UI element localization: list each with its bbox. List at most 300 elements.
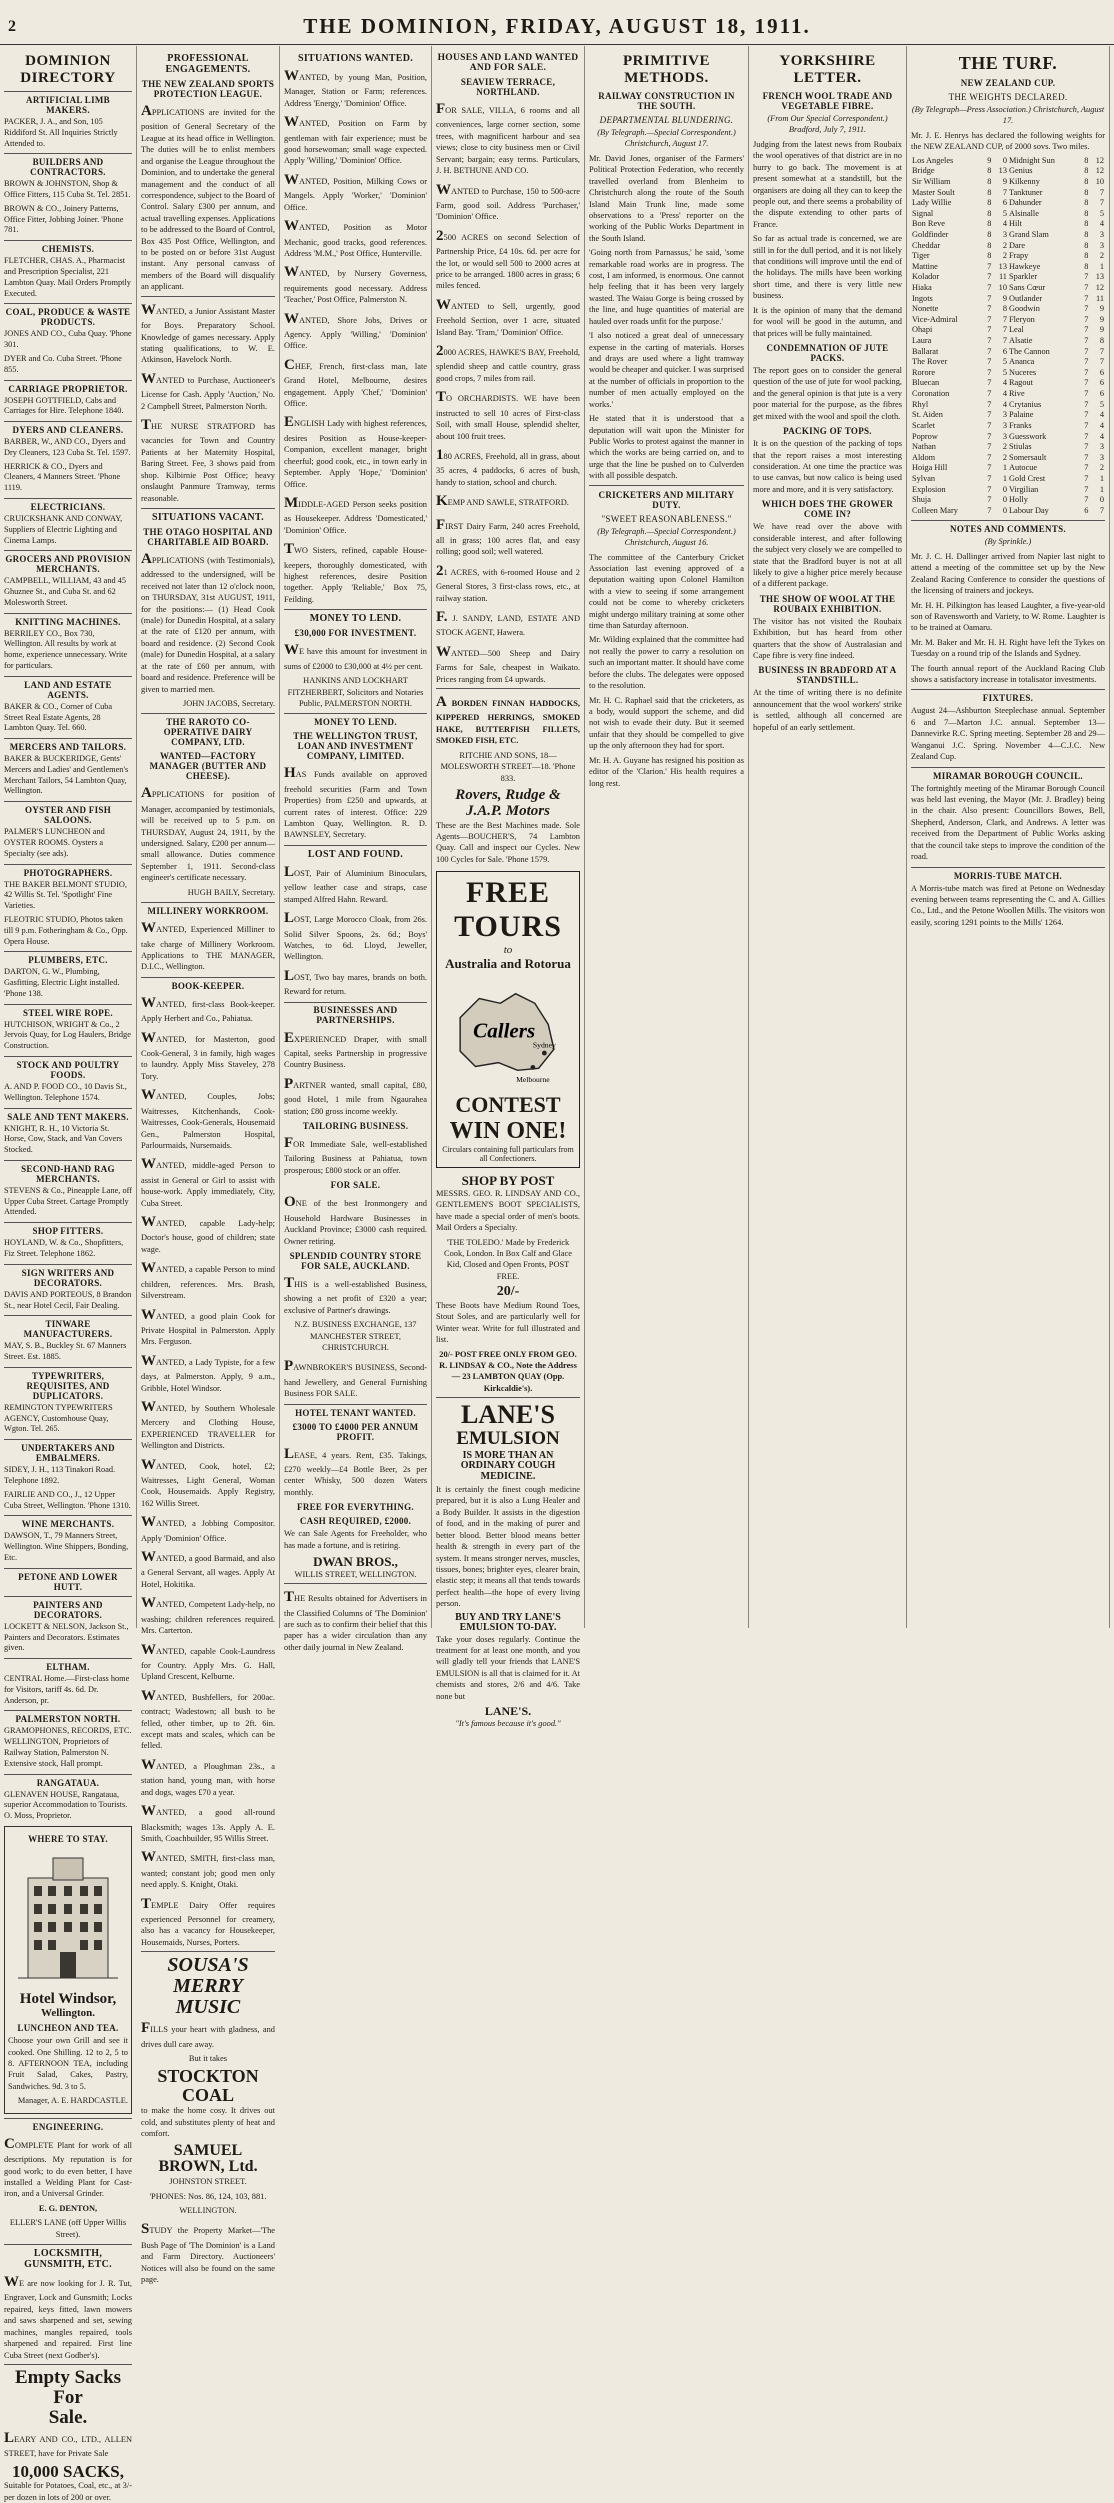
horse-stone: 7 (1084, 495, 1089, 505)
directory-section-title: ELTHAM. (4, 1658, 132, 1672)
house-ad: KEMP AND SAWLE, STRATFORD. (436, 493, 569, 510)
ritchie-ad: RITCHIE AND SONS, 18—MOLESWORTH STREET—18. 'Phone 833. (440, 750, 576, 783)
empty-sacks-foot: Suitable for Potatoes, Coal, etc., at 3/- per dozen in lots of 200 or over. (4, 2481, 132, 2502)
directory-entry: FLEOTRIC STUDIO, Photos taken till 9 p.m. Fotheringham & Co., Opp. Opera House. (4, 914, 128, 946)
horse-name: Sir William (912, 176, 951, 186)
horse-stone: 7 (987, 452, 992, 462)
weights-row (911, 315, 1105, 326)
horse-stone: 7 (987, 484, 992, 494)
horse-lb: 2 (1099, 463, 1104, 473)
column-turf (907, 46, 1110, 1628)
directory-entry: REMINGTON TYPEWRITERS AGENCY, Customhouse Quay, Wgton. Tel. 265. (4, 1402, 113, 1434)
horse-lb: 7 (1099, 346, 1104, 356)
horse-name: Goldfinder (912, 229, 949, 239)
horse-name: Ingots (912, 293, 933, 303)
weights-row (911, 177, 1105, 188)
weights-row (911, 474, 1105, 485)
weights-row (911, 347, 1105, 358)
map-label-melbourne: Melbourne (516, 1074, 550, 1084)
wanted-ad: WANTED, a good Barmaid, and also a General Servant, all wages. Apply At Hotel, Hokitika. (141, 1549, 275, 1589)
weights-row (911, 251, 1105, 262)
lanes-text: It is certainly the finest cough medicine prepared, but it is also a Lung Healer and a Body Builder. It assists in the digestion of food, and in the making of purer and better blood. Better blood means better health & strength in every part of the system. It means stronger nerves, muscles, tissues, bones; brighter eyes, clearer brain, elastic step; it means all that tends towards perfect health—the hope of every living person. (436, 1485, 580, 1609)
directory-section-title: LAND AND ESTATE AGENTS. (4, 676, 132, 700)
horse-stone: 7 (1084, 463, 1089, 473)
directory-entry: PALMER'S LUNCHEON and OYSTER ROOMS. Oysters a Specialty (see ads). (4, 827, 105, 858)
show-text: The visitor has not visited the Roubaix Exhibition, but has heard from other quarters that the show of Australasian and Cape fibre is very fine indeed. (753, 616, 902, 661)
directory-entry: STEVENS & Co., Pineapple Lane, off Upper Cuba Street. Cartage Promptly Attended. (4, 1185, 132, 1217)
horse-name: Labour Day (1008, 505, 1049, 515)
horse-lb: 5 (1002, 208, 1007, 218)
directory-heading: DOMINION DIRECTORY (20, 53, 116, 86)
article-paragraph: Mr. H. A. Guyane has resigned his position as editor of the 'Clarion.' His health requires a long rest. (589, 755, 744, 788)
directory-sections (4, 91, 132, 1822)
wanted-ad: WANTED, a Lady Typiste, for a few days, at Palmerston. Apply, 9 a.m., Gribble, Hotel Windsor. (141, 1352, 275, 1393)
col3-wanted-list (284, 66, 427, 605)
horse-lb: 7 (1002, 325, 1007, 335)
horse-lb: 6 (1002, 346, 1007, 356)
horse-lb: 11 (998, 272, 1007, 282)
directory-section-title: CARRIAGE PROPRIETOR. (4, 380, 132, 394)
horse-stone: 7 (987, 463, 992, 473)
empty-sacks-line1: Empty Sacks For (14, 2366, 122, 2408)
horse-lb: 2 (1002, 442, 1007, 452)
notes-paragraph: Mr. M. Baker and Mr. H. H. Right have left the Tykes on Tuesday on a round trip of the Islands and Sydney. (911, 637, 1105, 659)
horse-name: Bluecan (912, 378, 940, 388)
horse-stone: 7 (987, 304, 992, 314)
toledo-text: 'THE TOLEDO.' Made by Frederick Cook, London. In Box Calf and Glace Kid, Closed and Open Fronts, POST FREE. (444, 1237, 572, 1281)
directory-section-title: SHOP FITTERS. (4, 1222, 132, 1236)
horse-name: Nonette (912, 304, 939, 314)
vacant-heading: SITUATIONS VACANT. (141, 508, 275, 523)
horse-lb: 9 (1099, 325, 1104, 335)
horse-stone: 7 (1084, 389, 1089, 399)
directory-section-title: MERCERS AND TAILORS. (4, 738, 132, 752)
directory-section-title: TYPEWRITERS, REQUISITES, AND DUPLICATORS. (4, 1367, 132, 1401)
wanted-ad: WANTED, capable Lady-help; Doctor's house, good of children; state wage. (141, 1214, 275, 1254)
newspaper-title: THE DOMINION, FRIDAY, AUGUST 18, 1911. (303, 14, 811, 38)
notes-paragraph: Mr. J. C. H. Dallinger arrived from Napier last night to attend a meeting of the committee set up by the New Zealand Racing Conference to consider the questions of the licensing of trainers and jockeys. (911, 551, 1105, 596)
horse-lb: 3 (1002, 431, 1007, 441)
horse-lb: 4 (1099, 431, 1104, 441)
weights-row (911, 421, 1105, 432)
wanted-ad: WANTED, middle-aged Person to assist in General or Girl to assist with house-work. Apply immediately, City, Cuba Street. (141, 1156, 275, 1208)
engineering-heading: ENGINEERING. (4, 2118, 132, 2132)
australia-map-illustration (441, 972, 575, 1092)
horse-lb: 7 (1099, 357, 1104, 367)
wanted-ad: WANTED, capable Cook-Laundress for Country. Apply Mrs. G. Hall, Upland Crescent, Kelburne. (141, 1641, 275, 1682)
weights-row (911, 272, 1105, 283)
horse-name: Scarlet (912, 420, 936, 430)
horse-name: Signal (912, 208, 934, 218)
horse-name: Stiulas (1008, 442, 1032, 452)
situation-wanted-ad: WANTED, Position as Motor Mechanic, good tracks, good references. Address 'M.M.,' Post Office, Hunterville. (284, 218, 427, 258)
packing-heading: PACKING OF TOPS. (783, 426, 872, 437)
horse-lb: 11 (1096, 293, 1104, 303)
nurse-ad: THE NURSE STRATFORD has vacancies for Town and Country Patients at her Maternity Hospital, Baring Street. Fee, 3 shows paid from shop. Kilbirnie Post Office; heavy onslaught Panmure Tramway, terms reasonable. (141, 417, 275, 503)
weights-row (911, 453, 1105, 464)
horse-stone: 7 (987, 420, 992, 430)
horse-lb: 13 (998, 261, 1007, 271)
directory-entry: GLENAVEN HOUSE, Rangataua, superior Accommodation to Tourists. O. Moss, Proprietor. (4, 1789, 128, 1821)
horse-name: Sylvan (912, 473, 936, 483)
horse-lb: 3 (1002, 229, 1007, 239)
primitive-byline: (By Telegraph.—Special Correspondent.) Christchurch, August 17. (597, 128, 736, 149)
factory-sig: HUGH BAILY, Secretary. (187, 887, 275, 897)
empty-sacks-text: LEARY AND CO., LTD., ALLEN STREET, have for Private Sale (4, 2429, 132, 2459)
horse-stone: 7 (987, 399, 992, 409)
horse-stone: 8 (987, 176, 992, 186)
horse-stone: 8 (1084, 208, 1089, 218)
lost-ad: LOST, Pair of Aluminium Binoculars, yellow leather case and straps, case stamped Alfred Hahn. Reward. (284, 863, 427, 904)
directory-entry: BROWN & CO., Joinery Patterns, Office Fitter, Jobbing Joiner. 'Phone 781. (4, 203, 124, 235)
engineering-sig: E. G. DENTON, (38, 2203, 98, 2213)
lost-ad: LOST, Two bay mares, brands on both. Reward for return. (284, 967, 427, 997)
situation-wanted-ad: WANTED, Shore Jobs, Drives or Agency. Apply 'Willing,' 'Dominion' Office. (284, 310, 427, 351)
horse-stone: 7 (987, 283, 992, 292)
house-ad: TO ORCHARDISTS. WE have been instructed to sell 10 acres of First-class Soil, with small House, splendid shelter, about 100 fruit trees. (436, 389, 580, 441)
horse-name: Outlander (1008, 293, 1043, 303)
horse-lb: 2 (1099, 251, 1104, 261)
horse-lb: 9 (1099, 314, 1104, 324)
horse-lb: 3 (1099, 240, 1104, 250)
horse-lb: 7 (1099, 198, 1104, 208)
situation-wanted-ad: WANTED, Position, Milking Cows or Mangels. Apply 'Worker,' 'Dominion' Office. (284, 171, 427, 212)
directory-section-title: SIGN WRITERS AND DECORATORS. (4, 1264, 132, 1288)
wanted-ad: WANTED, first-class Book-keeper. Apply Herbert and Co., Pahiatua. (141, 994, 275, 1024)
empty-sacks-big: 10,000 SACKS, (12, 2461, 124, 2481)
wanted-ad: WANTED, a Jobbing Compositor. Apply 'Dominion' Office. (141, 1514, 275, 1543)
weights-row (911, 166, 1105, 177)
weights-row (911, 432, 1105, 443)
weights-row (911, 389, 1105, 400)
horse-lb: 1 (1002, 463, 1007, 473)
study-notice: STUDY the Property Market—'The Bush Page of 'The Dominion' is a Land and Farm Directory. Auctioneers' Notices will also be found on the same page. (141, 2221, 275, 2285)
directory-section-title: KNITTING MACHINES. (4, 613, 132, 627)
fixtures-heading: FIXTURES. (911, 689, 1105, 703)
horse-lb: 4 (1099, 420, 1104, 430)
sousa-line1: SOUSA'S (167, 1954, 249, 1977)
horse-name: Rhyl (912, 399, 929, 409)
horse-name: Master Soult (912, 187, 955, 197)
horse-name: Alsatie (1008, 336, 1033, 346)
horse-name: Ananca (1008, 357, 1035, 367)
wanted-ad: WANTED, Bushfellers, for 200ac. contract; Wadestown; all bush to be felled, other timber, up to 2ft. 6in. except mats and scales, which can be felled. (141, 1687, 275, 1751)
horse-name: Explosion (912, 484, 946, 494)
forsale-text: ONE of the best Ironmongery and Household Hardware Businesses in Auckland Province; £3000 cash required. Owner retiring. (284, 1194, 427, 1246)
horse-name: Bon Reve (912, 219, 945, 229)
dwan-bros: DWAN BROS., (313, 1554, 398, 1570)
horse-name: Somersault (1008, 452, 1047, 462)
horse-name: Rive (1008, 389, 1025, 399)
horse-stone: 8 (987, 219, 992, 229)
horse-lb: 0 (1002, 484, 1007, 494)
horse-stone: 7 (987, 261, 992, 271)
wanted-ad: WANTED, a Ploughman 23s., a station hand, young man, with horse and dogs, wages £70 a year. (141, 1756, 275, 1797)
horse-lb: 0 (1002, 495, 1007, 505)
directory-entry: JOSEPH GOTTFIELD, Cabs and Carriages for Hire. Telephone 1840. (4, 395, 124, 416)
horse-name: Frapy (1008, 251, 1029, 261)
lanes-subtitle: IS MORE THAN AN ORDINARY COUGH MEDICINE. (460, 1449, 556, 1482)
primitive-heading: PRIMITIVE METHODS. (622, 53, 710, 86)
horse-name: Cheddar (912, 240, 941, 250)
horse-lb: 6 (1099, 389, 1104, 399)
weights-row (911, 495, 1105, 506)
lanes-emulsion: EMULSION (456, 1427, 560, 1449)
horse-stone: 8 (987, 208, 992, 218)
horse-lb: 8 (1099, 336, 1104, 346)
sousa-line3: MUSIC (175, 1996, 241, 2019)
horse-name: Fleryon (1008, 314, 1035, 324)
lanes-buy-text: Take your doses regularly. Continue the treatment for at least one month, and you will gladly tell your friends that LANE'S EMULSION is all that is claimed for it. At chemists and stores, 2/6 and 4/6. Take none but (436, 1634, 580, 1701)
horse-lb: 2 (1002, 452, 1007, 462)
horse-lb: 4 (1099, 410, 1104, 420)
money-text: WE have this amount for investment in sums of £2000 to £30,000 at 4½ per cent. (284, 642, 427, 671)
horse-name: Autocue (1008, 463, 1038, 473)
horse-lb: 12 (1095, 166, 1104, 176)
tailoring-heading: TAILORING BUSINESS. (302, 1121, 409, 1132)
horse-stone: 7 (1084, 336, 1089, 346)
directory-section-title: PLUMBERS, ETC. (4, 951, 132, 965)
weights-row (911, 368, 1105, 379)
house-ad: 2500 ACRES on second Selection of Partnership Price, £4 10s. 6d. per acre for the lot, or would sell 500 to 2000 acres at price to be arranged. 1800 acres in grass; 6 miles fenced. (436, 227, 580, 291)
horse-name: The Cannon (1008, 346, 1050, 356)
directory-entry: BARBER, W., AND CO., Dyers and Dry Cleaners, 123 Cuba St. Tel. 1597. (4, 437, 131, 457)
horse-name: Ballarat (912, 346, 939, 356)
directory-section-title: ARTIFICIAL LIMB MAKERS. (4, 91, 132, 115)
horse-stone: 7 (1084, 314, 1089, 324)
horse-stone: 7 (1084, 367, 1089, 377)
article-paragraph: The committee of the Canterbury Cricket Association last evening approved of a deputation waiting upon Colonel Hamilton with a view to seeing if some arrangement could not be come to whereby cricketers might undergo military training at some other time than Saturday afternoon. (589, 552, 744, 631)
directory-entry: CENTRAL Home.—First-class home for Visitors, tariff 4s. 6d. Dr. Anderson, pr. (4, 1674, 130, 1705)
situation-wanted-ad: WANTED, by young Man, Position, Manager, Station or Farm; references. Address 'Energy,' 'Dominion' Office. (284, 68, 427, 108)
weights-row (911, 485, 1105, 496)
wool-sub: FRENCH WOOL TRADE AND VEGETABLE FIBRE. (762, 91, 893, 111)
hotel-manager: Manager, A. E. HARDCASTLE. (17, 2096, 128, 2106)
directory-entry: BROWN & JOHNSTON, Shop & Office Fitters, 115 Cuba St. Tel. 2851. (4, 179, 131, 200)
directory-section-title: SALE AND TENT MAKERS. (4, 1108, 132, 1122)
lease-text: LEASE, 4 years. Rent, £35. Takings, £270 weekly—£4 Bottle Beer, 2s per center Whisky, 500 dozen Waters monthly. (284, 1445, 427, 1497)
horse-lb: 1 (1099, 261, 1104, 271)
directory-section-title: CHEMISTS. (4, 240, 132, 254)
notes-paragraph: The fourth annual report of the Auckland Racing Club shows a satisfactory increase in totalisator investments. (911, 663, 1105, 685)
column-yorkshire (749, 46, 907, 1628)
weights-table (911, 156, 1105, 517)
horse-stone: 7 (987, 314, 992, 324)
directory-section-title: COAL, PRODUCE & WASTE PRODUCTS. (4, 303, 132, 327)
horse-lb: 3 (1099, 229, 1104, 239)
lanes-sig: LANE'S. (484, 1704, 532, 1719)
article-paragraph: Mr. David Jones, organiser of the Farmers' Political Protection Federation, who recently travelled overland from Blenheim to Christchurch along the route of the South Island Main Trunk line, made some observations to a 'Press' reporter on the working of the Public Works Department in the South Island. (589, 153, 744, 243)
book-heading: BOOK-KEEPER. (141, 977, 275, 991)
directory-entry: MAY, S. B., Buckley St. 67 Manners Street. Est. 1885. (4, 1341, 127, 1362)
cricket-byline: (By Telegraph.—Special Correspondent.) Christchurch, August 16. (597, 526, 736, 548)
horse-stone: 7 (1084, 378, 1089, 388)
horse-name: Bridge (912, 166, 935, 176)
horse-lb: 3 (1099, 442, 1104, 452)
horse-lb: 13 (998, 166, 1007, 176)
horse-stone: 7 (987, 442, 992, 452)
lanes-buy: BUY AND TRY LANE'S EMULSION TO-DAY. (455, 1611, 561, 1634)
horse-lb: 7 (1002, 187, 1007, 197)
horse-lb: 4 (1002, 399, 1007, 409)
directory-entry: DAVIS AND PORTEOUS, 8 Brandon St., near Hotel Cecil, Fair Dealing. (4, 1289, 132, 1310)
article-paragraph: Judging from the latest news from Roubaix the wool operatives of that district are in no hurry to go back. The movement is at present somewhat at a standstill, but the organisers are doing all they can to keep the people out, and there seems a probability of the dispute extending to other parts of France. (753, 139, 902, 229)
directory-section-title: GROCERS AND PROVISION MERCHANTS. (4, 550, 132, 574)
empty-sacks-line2: Sale. (48, 2406, 88, 2428)
directory-entry: HUTCHISON, WRIGHT & Co., 2 Jervois Quay, for Log Haulers, Bridge Construction. (4, 1019, 131, 1051)
seaview-heading: SEAVIEW TERRACE, NORTHLAND. (460, 77, 556, 97)
grower-text: We have read over the above with considerable interest, and after following the subject very closely we are compelled to state that the Bradford buyer is not at all likely to give a higher price merely because of a different package. (753, 522, 902, 589)
business-text: EXPERIENCED Draper, with small Capital, seeks Partnership in progressive Country Business. (284, 1029, 427, 1070)
horse-name: Colleen Mary (912, 505, 958, 515)
locksmith-heading: LOCKSMITH, GUNSMITH, ETC. (4, 2244, 132, 2270)
millinery-text: WANTED, Experienced Milliner to take charge of Millinery Workroom. Applications to THE MANAGER, D.I.C., Wellington. (141, 920, 275, 972)
directory-entry: DARTON, G. W., Plumbing, Gasfitting, Electric Light installed. 'Phone 138. (4, 967, 120, 998)
hotel-building-illustration (8, 1848, 128, 1988)
weights-row (911, 325, 1105, 336)
weights-row (911, 442, 1105, 453)
finnan-ad: A BORDEN FINNAN HADDOCKS, KIPPERED HERRINGS, SMOKED HAKE, BUTTERFISH FILLETS, SMOKED FISH, ETC. (436, 694, 580, 746)
directory-section-title: PAINTERS AND DECORATORS. (4, 1596, 132, 1620)
horse-stone: 7 (1084, 484, 1089, 494)
horse-name: Tanktuner (1008, 187, 1043, 197)
directory-entry: BERRILEY CO., Box 730, Wellington. All results by work at home, experience unnecessary. Write for particulars. (4, 628, 128, 670)
horse-name: Alsinalle (1008, 208, 1039, 218)
yorkshire-byline: (From Our Special Correspondent.) Bradford, July 7, 1911. (767, 114, 888, 135)
sousa-text2: to make the home cosy. It drives out cold, and substitutes plenty of heat and comfort. (141, 2106, 275, 2139)
horse-name: Holly (1008, 495, 1028, 505)
horse-stone: 7 (1084, 272, 1089, 282)
free-tours-destinations: Australia and Rotorua (445, 956, 571, 972)
directory-entry: BAKER & BUCKERIDGE, Gents' Mercers and Ladies' and Gentlemen's Merchant Tailors, 54 Lambton Quay, Wellington. (4, 754, 129, 796)
directory-entry: CRUICKSHANK AND CONWAY, Suppliers of Electric Lighting and Cinema Lamps. (4, 513, 123, 545)
horse-lb: 10 (998, 283, 1007, 292)
horse-stone: 7 (1084, 420, 1089, 430)
article-paragraph: 'Going north from Parnassus,' he said, 'some remarkable road works are in progress. The cost, I am informed, is enormous. One cannot help feeling that it has been very largely wasted. The Waiau Gorge is being crossed by the line, and huge quantities of material are hauled over roads unfit for the purpose.' (589, 248, 744, 326)
sousa-text: FILLS your heart with gladness, and drives dull care away. (141, 2020, 275, 2049)
millinery-heading: MILLINERY WORKROOM. (141, 902, 275, 916)
directory-entry: SIDEY, J. H., 113 Tinakori Road. Telephone 1892. (4, 1465, 116, 1486)
money-amount: £30,000 FOR INVESTMENT. (294, 628, 417, 639)
horse-name: Shuja (912, 495, 931, 505)
situation-wanted-ad: CHEF, French, first-class man, late Grand Hotel, Melbourne, desires engagement. Apply 'Chef,' 'Dominion' Office. (284, 356, 427, 409)
houses-heading: HOUSES AND LAND WANTED AND FOR SALE. (437, 53, 579, 73)
horse-lb: 9 (1099, 304, 1104, 314)
horse-lb: 7 (1002, 314, 1007, 324)
miramar-text: The fortnightly meeting of the Miramar Borough Council was held last evening, the Mayor (Mr. J. Bradley) being in the chair. Also present: Councillors Bowes, Bell, Shepherd, Anderson, Clark, and Andrews. A letter was received from the Department of Public Works asking that the council take steps to improve the condition of the road. (911, 783, 1105, 862)
railway-sub: RAILWAY CONSTRUCTION IN THE SOUTH. (598, 91, 735, 111)
wanted-ad: TEMPLE Dairy Offer requires experienced Personnel for creamery, also has a vacancy for Housekeeper, Housemaids, Nurses, Porters. (141, 1895, 275, 1947)
horse-name: Poprow (912, 431, 938, 441)
directory-section-title: ELECTRICIANS. (4, 498, 132, 512)
horse-stone: 7 (987, 473, 992, 483)
weights-row (911, 294, 1105, 305)
column-directory (0, 46, 137, 2502)
wanted-ad: WANTED, Competent Lady-help, no washing; children references required. Mrs. Carterton. (141, 1595, 275, 1636)
horse-stone: 7 (1084, 431, 1089, 441)
league-text: APPLICATIONS are invited for the position of General Secretary of the League at its head office in Wellington. The duties will be to enlist members and organise the League throughout the Dominion, and to undertake the general management and the conduct of all correspondence, subject to the Board of Control. Salary £300 per annum, and actual travelling expenses. Applications to be addressed to the Board of Control, Box 435 Post Office, Wellington, and to be posted on or before 31st August instant. Any personal canvass of members of the Board will disqualify an applicant. (141, 103, 275, 292)
horse-lb: 5 (1099, 399, 1104, 409)
auction-ad: WANTED to Purchase, Auctioneer's License for Cash. Apply 'Auction,' No. 2 Campbell Street, Palmerston North. (141, 370, 275, 411)
league-heading: THE NEW ZEALAND SPORTS PROTECTION LEAGUE. (141, 79, 275, 99)
directory-entry: A. AND P. FOOD CO., 10 Davis St., Wellington. Telephone 1574. (4, 1081, 127, 1102)
weights-row (911, 230, 1105, 241)
lost-ad: LOST, Large Morocco Cloak, from 26s. Solid Silver Spoons, 2s. 6d.; Boys' Watches, to 6d. Lloyd, Jeweller, Wellington. (284, 910, 427, 962)
grower-heading: WHICH DOES THE GROWER COME IN? (761, 499, 894, 520)
horse-stone: 8 (987, 229, 992, 239)
shop-text: MESSRS. GEO. R. LINDSAY AND CO., GENTLEMEN'S BOOT SPECIALISTS, have made a special order of men's boots. Mail Orders a Specialty. (436, 1188, 580, 1233)
notes-heading: NOTES AND COMMENTS. (911, 520, 1105, 534)
free-heading: FREE FOR EVERYTHING. (297, 1502, 414, 1513)
horse-lb: 6 (1099, 378, 1104, 388)
directory-section-title: SECOND-HAND RAG MERCHANTS. (4, 1160, 132, 1184)
horse-name: Hiaka (912, 283, 932, 292)
directory-entry: CAMPBELL, WILLIAM, 43 and 45 Ghuznee St., and Cuba St. and 62 Molesworth Street. (4, 576, 126, 607)
horse-name: Kilkenny (1008, 176, 1040, 186)
horse-stone: 7 (987, 431, 992, 441)
horse-lb: 4 (1002, 219, 1007, 229)
horse-stone: 8 (987, 166, 992, 176)
packing-text: It is on the question of the packing of tops that the report raises a most interesting consideration. At one time the practice was to use canvas, but now calico is being used more and more, and it is very satisfactory. (753, 439, 902, 494)
article-paragraph: So far as actual trade is concerned, we are still in for the dull period, and it is not likely that conditions will improve until the end of the holidays. The mills have been working short time, and there is very little new business. (753, 234, 902, 301)
directory-entry: LOCKETT & NELSON, Jackson St., Painters and Decorators. Estimates given. (4, 1621, 129, 1653)
horse-name: Grand Slam (1008, 229, 1049, 239)
directory-entry: FLETCHER, CHAS. A., Pharmacist and Prescription Specialist, 221 Lambton Quay. Mail Orders Promptly Executed. (4, 256, 131, 298)
horse-name: Dare (1008, 240, 1026, 250)
horse-lb: 10 (1095, 176, 1104, 186)
horse-name: Dahunder (1008, 198, 1042, 208)
horse-name: Gold Crest (1008, 473, 1046, 483)
horse-name: Sans Cœur (1008, 283, 1046, 292)
horse-stone: 7 (1084, 452, 1089, 462)
horse-lb: 0 (1099, 495, 1104, 505)
cricket-body (589, 552, 744, 789)
horse-stone: 7 (1084, 357, 1089, 367)
horse-name: Sparkler (1008, 272, 1038, 282)
directory-section-title: TINWARE MANUFACTURERS. (4, 1315, 132, 1339)
house-ad: FIRST Dairy Farm, 240 acres Freehold, all in grass; 100 acres flat, and easy rolling; good soil; well watered. (436, 516, 580, 557)
directory-section-title: PETONE AND LOWER HUTT. (4, 1568, 132, 1592)
directory-entry: BAKER & CO., Corner of Cuba Street Real Estate Agents, 28 Lambton Quay. Tel. 660. (4, 701, 113, 733)
horse-stone: 8 (1084, 251, 1089, 261)
business-heading: BUSINESSES AND PARTNERSHIPS. (284, 1002, 427, 1026)
horse-name: The Rover (912, 357, 948, 367)
wanted-ad: WANTED, a capable Person to mind children, references. Mrs. Brash, Silverstream. (141, 1260, 275, 1301)
wanted-ad: WANTED, a good plain Cook for Private Hospital in Palmerston. Apply Mrs. Ferguson. (141, 1306, 275, 1347)
dairy-heading: THE RAROTO CO-OPERATIVE DAIRY COMPANY, LTD. (141, 713, 275, 747)
situation-wanted-ad: ENGLISH Lady with highest references, desires Position as House-keeper-Companion, excellent manager, bright cheerful; good cook, etc., in town early in September. Apply 'Hope,' 'Dominion' Office. (284, 414, 427, 489)
horse-name: Franks (1008, 420, 1032, 430)
otago-heading: THE OTAGO HOSPITAL AND CHARITABLE AID BOARD. (143, 526, 273, 547)
partner-text: PARTNER wanted, small capital, £80, good Hotel, 1 mile from Ngaurahea station; £80 gross income weekly. (284, 1075, 427, 1116)
wanted-ad: WANTED, for Masterton, good Cook-General, 3 in family, high wages to laundry. Apply Miss Staveley, 278 Tory. (141, 1029, 275, 1081)
horse-lb: 1 (1002, 473, 1007, 483)
directory-section-title: UNDERTAKERS AND EMBALMERS. (4, 1439, 132, 1463)
horse-stone: 8 (1084, 166, 1089, 176)
show-heading: THE SHOW OF WOOL AT THE ROUBAIX EXHIBITION. (759, 593, 896, 614)
horse-name: Rorore (912, 367, 936, 377)
miramar-heading: MIRAMAR BOROUGH COUNCIL. (911, 767, 1105, 781)
directory-section-title: OYSTER AND FISH SALOONS. (4, 801, 132, 825)
notes-paragraph: Mr. H. H. Pilkington has leased Laughter, a five-year-old son of Ravensworth and Variety, to W. Rome. Laughter is to be trained at Oamaru. (911, 600, 1105, 633)
horse-name: Genius (1008, 166, 1033, 176)
turf-byline: (By Telegraph—Press Association.) Christchurch, August 17. (911, 105, 1105, 126)
situation-wanted-ad: WANTED, by Nursery Governess, requirements good necessary. Address 'Teacher,' Post Office, Palmerston N. (284, 264, 427, 305)
horse-lb: 1 (1099, 473, 1104, 483)
horse-lb: 2 (1002, 240, 1007, 250)
horse-lb: 12 (1095, 155, 1104, 165)
horse-name: Midnight Sun (1008, 155, 1055, 165)
